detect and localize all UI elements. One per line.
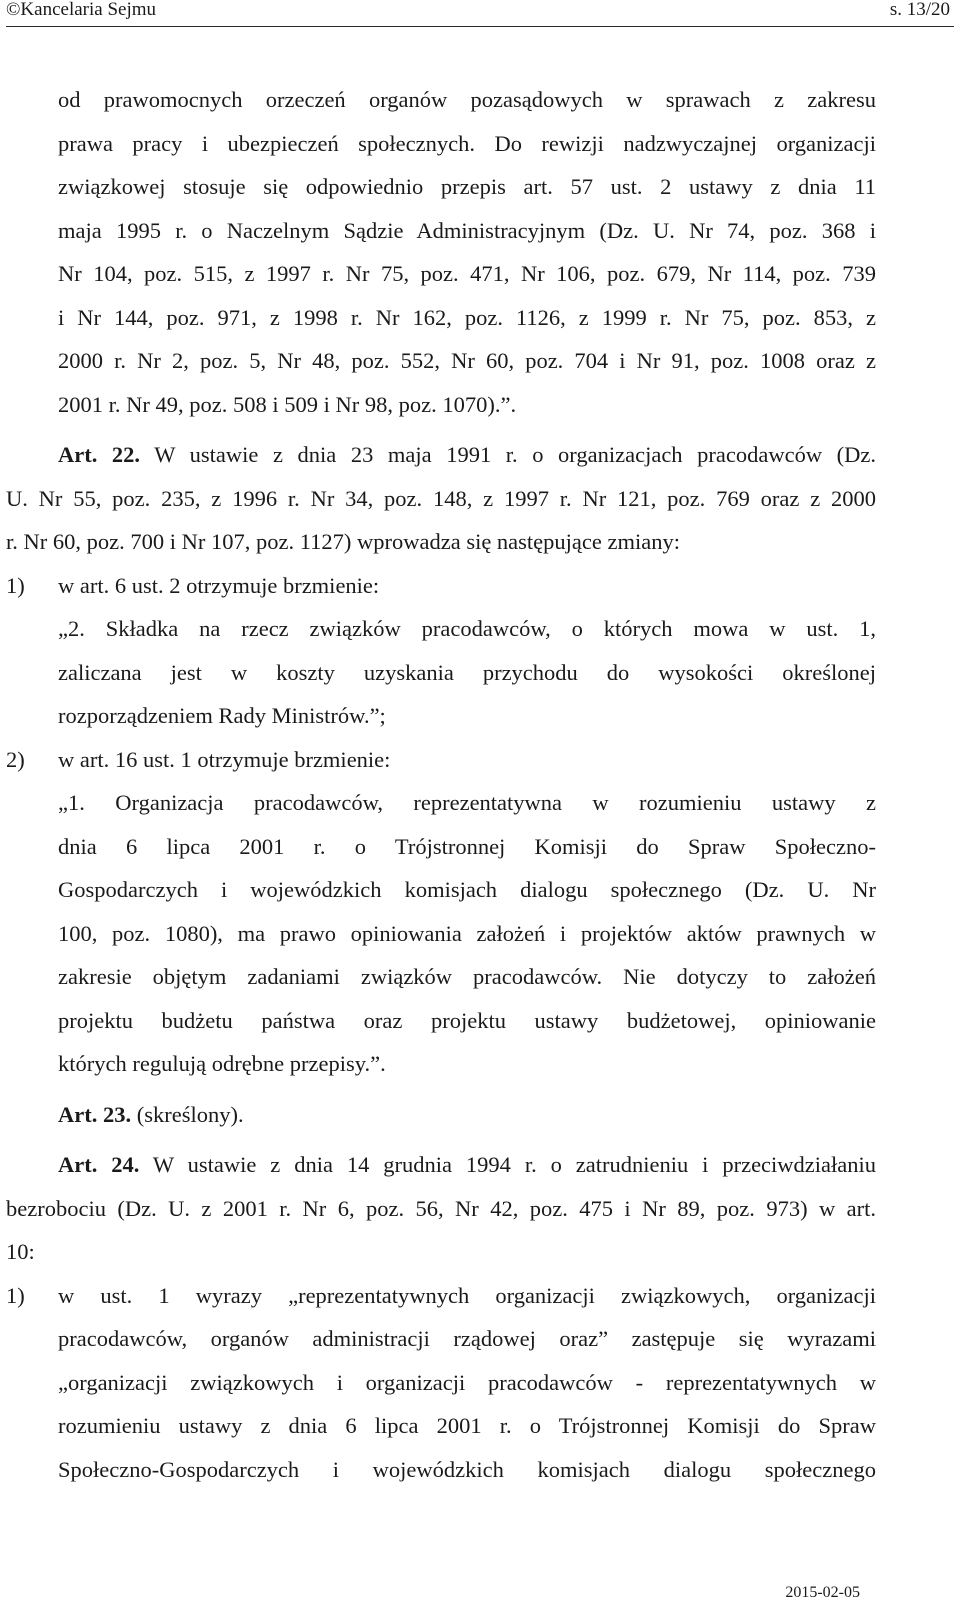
document-body — [6, 78, 876, 1491]
list-item — [6, 564, 876, 608]
article-22 — [6, 433, 876, 1086]
copyright-label: ©Kancelaria Sejmu — [6, 0, 157, 20]
text-line: rozumieniu ustawy z dnia 6 lipca 2001 r. o Trójstronnej Komisji do Spraw — [58, 1413, 876, 1438]
text-line: 2000 r. Nr 2, poz. 5, Nr 48, poz. 552, Nr 60, poz. 704 i Nr 91, poz. 1008 oraz z — [58, 348, 876, 373]
article-label: Art. 22. — [58, 442, 141, 467]
text-line: Nr 104, poz. 515, z 1997 r. Nr 75, poz. 471, Nr 106, poz. 679, Nr 114, poz. 739 — [58, 261, 876, 286]
document-date: 2015-02-05 — [785, 1584, 860, 1601]
text-line: związkowej stosuje się odpowiednio przepis art. 57 ust. 2 ustawy z dnia 11 — [58, 174, 876, 199]
text-line: prawa pracy i ubezpieczeń społecznych. Do rewizji nadzwyczajnej organizacji — [58, 130, 876, 156]
text-line: W ustawie z dnia 23 maja 1991 r. o organizacjach pracodawców (Dz. — [140, 442, 876, 467]
text-line: „2. Składka na rzecz związków pracodawców, o których mowa w ust. 1, — [58, 616, 876, 641]
list-text: w art. 16 ust. 1 otrzymuje brzmienie: — [58, 746, 391, 772]
paragraph-continuation — [6, 78, 876, 426]
text-line: w ust. 1 wyrazy „reprezentatywnych organizacji związkowych, organizacji — [58, 1282, 876, 1308]
quoted-provision — [6, 607, 876, 738]
article-label: Art. 23. — [58, 1101, 132, 1127]
article-22-heading — [6, 433, 876, 477]
article-23 — [6, 1093, 876, 1137]
text-line: rozporządzeniem Rady Ministrów.”; — [58, 703, 386, 728]
article-24 — [6, 1143, 876, 1491]
list-item-continuation — [6, 1317, 876, 1491]
list-number: 1) — [6, 1282, 25, 1308]
text-line: bezrobociu (Dz. U. z 2001 r. Nr 6, poz. 56, Nr 42, poz. 475 i Nr 89, poz. 973) w art. — [6, 1195, 876, 1221]
article-24-heading — [6, 1143, 876, 1187]
quoted-provision — [6, 781, 876, 1086]
text-line: U. Nr 55, poz. 235, z 1996 r. Nr 34, poz. 148, z 1997 r. Nr 121, poz. 769 oraz z 2000 — [6, 485, 876, 511]
text-line: r. Nr 60, poz. 700 i Nr 107, poz. 1127) wprowadza się następujące zmiany: — [6, 529, 680, 554]
text-line: 10: — [6, 1239, 35, 1264]
page-number: s. 13/20 — [889, 0, 950, 20]
article-label: Art. 24. — [58, 1152, 140, 1177]
list-item — [6, 1274, 876, 1318]
text-line: zakresie objętym zadaniami związków pracodawców. Nie dotyczy to założeń — [58, 964, 876, 989]
text-line: których regulują odrębne przepisy.”. — [58, 1051, 386, 1076]
text-line: 100, poz. 1080), ma prawo opiniowania założeń i projektów aktów prawnych w — [58, 920, 876, 946]
text-line: 2001 r. Nr 49, poz. 508 i 509 i Nr 98, poz. 1070).”. — [58, 391, 517, 417]
text-line: W ustawie z dnia 14 grudnia 1994 r. o zatrudnieniu i przeciwdziałaniu — [139, 1152, 877, 1177]
text-line: maja 1995 r. o Naczelnym Sądzie Administracyjnym (Dz. U. Nr 74, poz. 368 i — [58, 217, 876, 243]
list-item — [6, 738, 876, 782]
text-line: Społeczno-Gospodarczych i wojewódzkich komisjach dialogu społecznego — [58, 1456, 876, 1482]
text-line: od prawomocnych orzeczeń organów pozasądowych w sprawach z zakresu — [58, 87, 876, 112]
list-text: w art. 6 ust. 2 otrzymuje brzmienie: — [58, 572, 380, 598]
text-line: dnia 6 lipca 2001 r. o Trójstronnej Komisji do Spraw Społeczno- — [58, 833, 876, 859]
text-line: „1. Organizacja pracodawców, reprezentatywna w rozumieniu ustawy z — [58, 790, 876, 815]
text-line: projektu budżetu państwa oraz projektu ustawy budżetowej, opiniowanie — [58, 1007, 876, 1033]
text-line: Gospodarczych i wojewódzkich komisjach dialogu społecznego (Dz. U. Nr — [58, 877, 876, 902]
text-line: pracodawców, organów administracji rządowej oraz” zastępuje się wyrazami — [58, 1326, 876, 1351]
text-line: „organizacji związkowych i organizacji pracodawców - reprezentatywnych w — [58, 1369, 876, 1395]
list-number: 2) — [6, 746, 25, 772]
list-number: 1) — [6, 572, 25, 598]
text-line: i Nr 144, poz. 971, z 1998 r. Nr 162, poz. 1126, z 1999 r. Nr 75, poz. 853, z — [58, 304, 876, 330]
text-line: (skreślony). — [131, 1101, 244, 1127]
page-header — [6, 0, 954, 27]
text-line: zaliczana jest w koszty uzyskania przychodu do wysokości określonej — [58, 659, 876, 685]
